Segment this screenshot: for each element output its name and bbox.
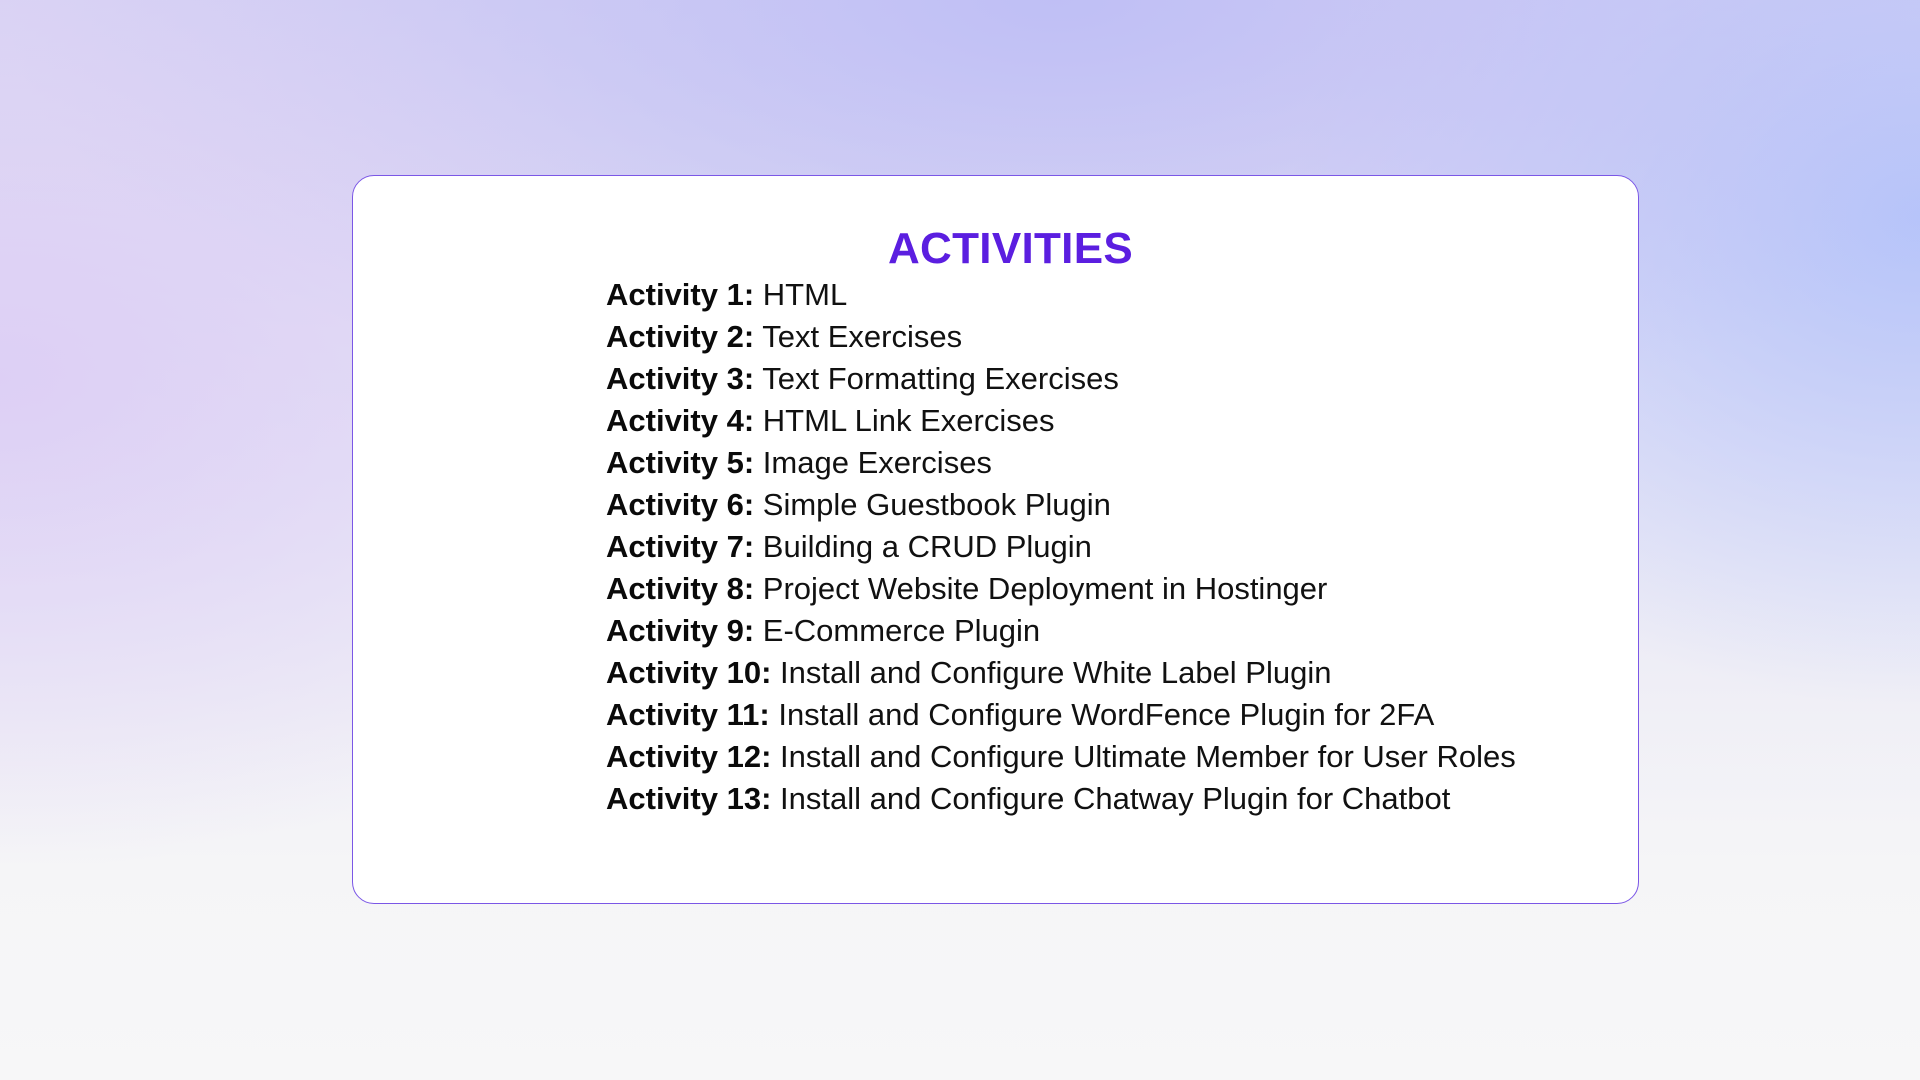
activity-list xyxy=(606,274,1516,820)
activity-item xyxy=(606,274,1516,316)
activity-label: Activity 1: xyxy=(606,277,755,312)
activity-text: Text Exercises xyxy=(762,319,963,354)
activity-label: Activity 13: xyxy=(606,781,772,816)
activity-text: HTML Link Exercises xyxy=(762,403,1055,438)
activity-text: Project Website Deployment in Hostinger xyxy=(762,571,1328,606)
activity-item xyxy=(606,316,1516,358)
activity-label: Activity 2: xyxy=(606,319,755,354)
activity-text: Simple Guestbook Plugin xyxy=(762,487,1111,522)
activity-item xyxy=(606,652,1516,694)
activity-label: Activity 5: xyxy=(606,445,755,480)
activity-label: Activity 3: xyxy=(606,361,755,396)
activity-item xyxy=(606,736,1516,778)
activity-text: E-Commerce Plugin xyxy=(762,613,1041,648)
activity-text: Building a CRUD Plugin xyxy=(762,529,1092,564)
activity-item xyxy=(606,442,1516,484)
activity-label: Activity 11: xyxy=(606,697,770,732)
activity-label: Activity 9: xyxy=(606,613,755,648)
activity-item xyxy=(606,610,1516,652)
slide-title: ACTIVITIES xyxy=(887,224,1134,273)
activity-item xyxy=(606,694,1516,736)
activity-text: Install and Configure Chatway Plugin for Chatbot xyxy=(780,781,1451,816)
activity-text: Text Formatting Exercises xyxy=(762,361,1119,396)
activity-text: Install and Configure White Label Plugin xyxy=(780,655,1332,690)
activity-item xyxy=(606,400,1516,442)
activity-label: Activity 6: xyxy=(606,487,755,522)
activity-label: Activity 8: xyxy=(606,571,755,606)
activity-label: Activity 4: xyxy=(606,403,755,438)
activity-text: Install and Configure Ultimate Member for User Roles xyxy=(780,739,1516,774)
activity-text: Install and Configure WordFence Plugin for 2FA xyxy=(778,697,1435,732)
activity-item xyxy=(606,484,1516,526)
activities-card xyxy=(352,175,1639,904)
activity-item xyxy=(606,568,1516,610)
activity-label: Activity 10: xyxy=(606,655,772,690)
activity-item xyxy=(606,358,1516,400)
activity-item xyxy=(606,526,1516,568)
activity-text: HTML xyxy=(762,277,848,312)
activity-item xyxy=(606,778,1516,820)
activity-label: Activity 12: xyxy=(606,739,772,774)
activity-label: Activity 7: xyxy=(606,529,755,564)
activity-text: Image Exercises xyxy=(762,445,992,480)
